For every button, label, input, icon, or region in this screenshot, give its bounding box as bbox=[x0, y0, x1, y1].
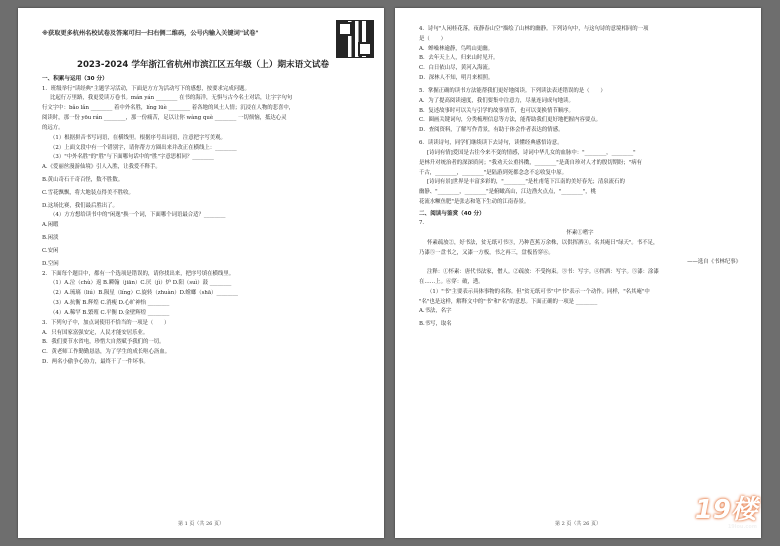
option-line: C.雪花飘飘，将大地装点得美不胜收。 bbox=[42, 189, 134, 196]
question-line: （4）A.稀罕 B.繁殖 C.平衡 D.金壁辉煌 ________ bbox=[50, 309, 170, 316]
question-line: （3）A.抗衡 B.辉煌 C.消瘦 D.心旷神怡 ________ bbox=[50, 300, 170, 307]
option-line: D．查阅资料，了解写作背景，有助于体会作者表达的情感。 bbox=[419, 127, 564, 134]
option-line: B．复述故事时可以关与引学的故事情节，也可以变换情节顺序。 bbox=[419, 107, 574, 114]
option-line: A．只有国家富强安定，人民才能安居乐业。 bbox=[42, 329, 149, 336]
option-line: C．黄老师工作勤勤恳恳，为了学生的成长呕心沥血。 bbox=[42, 349, 171, 356]
exam-page-1 bbox=[18, 8, 384, 538]
option-line: D．两名小偷争心协力，最终干了一件坏事。 bbox=[42, 359, 149, 366]
page-1-content bbox=[42, 30, 364, 369]
passage-source: ——选自《书林纪事》 bbox=[687, 259, 741, 266]
question-line: 的远方。 bbox=[42, 124, 64, 131]
question-line: 是林升对统治者的深深质问；"我劝天公重抖擞，________"是龚自珍对人才的殷切期盼；"病有 bbox=[419, 159, 643, 166]
passage-title: 怀素①嗜字 bbox=[566, 229, 594, 236]
option-line: B．我们要节水省电，珍惜大自然赋予我们的一切。 bbox=[42, 339, 165, 346]
question-line: （1）A.泣（chù）返 B.瞬翰（jiān）C.厌（jì）炉 D.阳（suì）鼓 ________ bbox=[50, 280, 232, 287]
option-line: B．去年天上人，归来山时见开。 bbox=[419, 55, 499, 62]
option-line: A．蝉噪林逾静，鸟鸣山更幽。 bbox=[419, 45, 493, 52]
passage-line: 怀素疏放②，好书法，贫无纸可书③，乃种芭蕉万余株，以供挥洒④。名其庵曰"绿天"。书不足， bbox=[427, 239, 659, 246]
option-line: A．为了提高阅读速度，我们要集中注意力，尽量连词成句地读。 bbox=[419, 97, 574, 104]
page-number: 第 2 页（共 26 页） bbox=[555, 520, 601, 527]
question-line: 4．诗句"人闲桂花落，夜静春山空"描绘了山林的幽静。下列诗句中，与这句诗的意境相同的一项 bbox=[419, 26, 649, 32]
passage-line: 乃漆⑤一盘书之，又漆一方板，书之再三，盘板皆穿⑥。 bbox=[419, 249, 554, 256]
option-line: A.书法，名字 bbox=[419, 308, 452, 315]
annotation-line: 在……上。⑥穿：破，透。 bbox=[419, 278, 484, 285]
page-number: 第 1 页（共 26 页） bbox=[178, 520, 224, 527]
question-line: （2）上面文段中有一个错别字，请你帮方方圈出来并改正在横线上：________ bbox=[50, 144, 237, 151]
exam-title: 2023-2024 学年浙江省杭州市滨江区五年级（上）期末语文试卷 bbox=[76, 59, 330, 70]
question-line: 5．掌握正确的读书方法能帮我们更好地阅读。下列读法表述错误的是（ ） bbox=[419, 87, 606, 94]
option-line: A.《爱丽丝漫游仙境》引人入胜，让我爱不释手。 bbox=[42, 164, 161, 171]
question-line: [诗词有情]爱国是古往今来不变的情感，诗词中华儿女的血脉中："________，________" bbox=[427, 149, 636, 156]
question-line: 阅读时，那一份 yōu rán ________，那一份痛苦，足以让你 wàng què ________ 一切烦恼，抵达心灵 bbox=[42, 115, 287, 122]
option-line: B.闲淡 bbox=[42, 235, 59, 242]
question-line: 花流水鳜鱼肥"是张志和笔下生动的江南春景。 bbox=[419, 199, 530, 206]
question-line: 2．下面每个题目中，都有一个选项是错误的，请你找出来，把序号填在横线里。 bbox=[42, 270, 235, 277]
question-line: 千古，________，________"是陆游到死都念念不忘收复中原。 bbox=[419, 169, 568, 176]
question-line: 幽静、"________，________"是俯瞰高山，江边渔火点点，"________"，桃 bbox=[419, 189, 597, 196]
question-line: 3．下列句子中，加点词使用不恰当的一项是（ ） bbox=[42, 319, 170, 326]
option-line: D．深林人不知，明月来相照。 bbox=[419, 75, 494, 82]
option-line: D.空闲 bbox=[42, 260, 59, 267]
question-line: （3）"中外名胜"的"胜"与下面哪句话中的"胜"字意思相同？________ bbox=[50, 154, 214, 161]
question-line: 比起行万里路，我更爱读万卷书。mán yán ________ 在书的海洋，无惧与古今名士对话，让字字句句 bbox=[50, 95, 293, 102]
annotation-line: 注释：①怀素：唐代书法家，僧人。②疏放：不受拘束。③书：写字。④挥洒：写字。⑤漆：涂漆 bbox=[427, 269, 659, 276]
option-line: B.黄山奇石千奇百怪，数不胜数。 bbox=[42, 177, 124, 183]
question-line: （1）"书"主要表示具体事物的名称。但"贫无纸可书"中"书"表示一个动作。同样，"名其庵"中 bbox=[427, 288, 650, 295]
question-line: "名"也是这样，解释文中的"书"和"名"的意思。下面正确的一项是 ________ bbox=[419, 298, 598, 305]
section-2-heading: 二、阅读与鉴赏（40 分） bbox=[419, 210, 485, 217]
watermark-logo bbox=[677, 496, 757, 530]
question-line: 6．读读诗句，同学们继续读下去诗句，读懂经典感悟诗意。 bbox=[419, 140, 563, 147]
page-2-content bbox=[419, 26, 741, 331]
option-line: D.这场比赛，我们最后胜出了。 bbox=[42, 202, 118, 209]
option-line: C．白日依山尽，黄河入海流。 bbox=[419, 65, 494, 72]
option-line: C.安闲 bbox=[42, 247, 59, 254]
download-notice: ※获取更多杭州名校试卷及答案可扫一扫右侧二维码，公号内输入关键词"试卷" bbox=[42, 30, 259, 37]
exam-page-2 bbox=[395, 8, 761, 538]
question-line: 是（ ） bbox=[419, 35, 446, 42]
logo-text: 19楼 bbox=[694, 495, 757, 525]
option-line: A.闲暇 bbox=[42, 222, 59, 229]
question-line: （4）方方想给读书中的"闲逸"换一个词，下面哪个词语最合适？________ bbox=[50, 212, 226, 219]
logo-subtext: 19lou.com bbox=[727, 524, 757, 530]
question-line: 行文字中：bǎo lǎn ________ 着中外名胜，líng lüè ________ 着各地的风土人情；沉浸在人物的悲喜中， bbox=[42, 105, 295, 112]
section-1-heading: 一、积累与运用（30 分） bbox=[42, 76, 108, 83]
option-line: B.书写，取名 bbox=[419, 321, 452, 328]
question-line: [诗词有景]世界是丰富多彩的，"________"是杜甫笔下江南的美好春光；清泉流石的 bbox=[427, 179, 625, 186]
option-line: C．圈画关键词句，分类梳理信息等方法，能帮助我们更好地把握内容要点。 bbox=[419, 117, 602, 124]
question-line: （1）根据拼音书写词语，在横线里。根据序号出词语，注意把字写美观。 bbox=[50, 134, 226, 141]
question-line: （2）A.琉璃（liú）B.陨星（líng）C.旋转（zhuàn）D.螳螂（shā）________ bbox=[50, 290, 239, 297]
question-line: 7． bbox=[419, 220, 428, 227]
question-line: 1．班级举行"读经典"主题学习活动，下面是方方为活动写下的感想，按要求完成问题。 bbox=[42, 85, 250, 92]
